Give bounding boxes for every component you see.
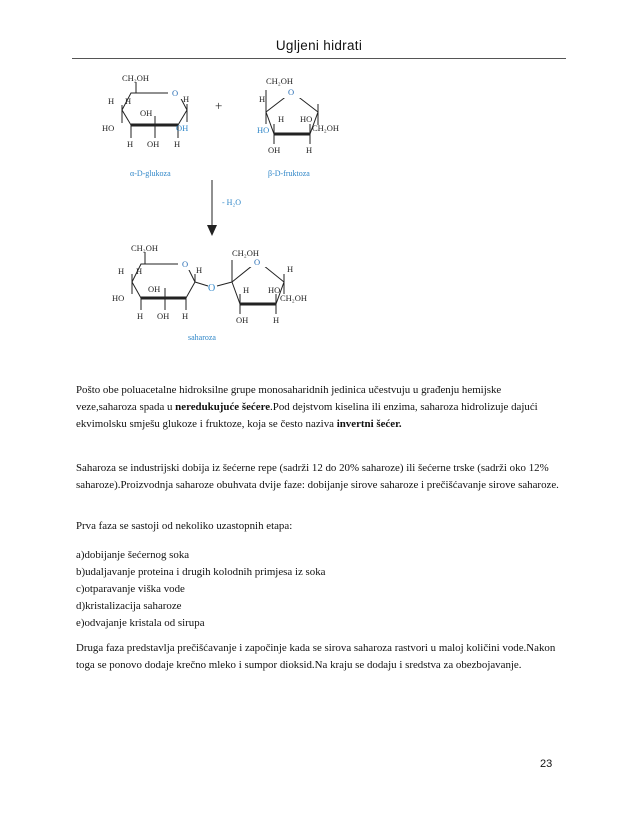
term-nonreducing-sugars: neredukujuće šećere [175,401,271,413]
paragraph-1 [76,382,562,433]
glucose-h-label: H [125,96,132,106]
paragraph-4 [76,640,562,674]
plus-sign: + [215,98,223,113]
header-rule [72,58,566,59]
fructose-h-label: H [259,94,266,104]
glucose-h-label: H [183,94,190,104]
list-item: a)dobijanje šećernog soka [76,549,190,561]
sucrose-name-label: saharoza [188,333,216,342]
sucrose-h-label: H [287,264,294,274]
paragraph-1-text-a: Pošto obe poluacetalne hidroksilne grupe monosaharidnih jedinica učestvuju u građenju hemijske veze,saharoza spada u [76,384,502,413]
glucose-oh-label: OH [140,108,153,118]
list-item: b)udaljavanje proteina i drugih kolodnih primjesa iz soka [76,566,326,578]
fructose-h-label: H [306,145,313,155]
water-loss-label: - H₂O [222,198,242,207]
list-item: e)odvajanje kristala od sirupa [76,617,205,629]
sucrose-fructose-c1-label: CH₂OH [232,248,260,258]
glucose-h-label: H [174,139,181,149]
fructose-oh-label: OH [268,145,281,155]
page-number: 23 [540,758,553,770]
steps-list [76,547,562,632]
sucrose-h-label: H [182,311,189,321]
sucrose-glucose-ring-oxygen: O [182,259,189,269]
sucrose-oh-label: OH [236,315,249,325]
term-invert-sugar: invertni šećer. [336,418,402,430]
paragraph-3-text: Prva faza se sastoji od nekoliko uzastopnih etapa: [76,520,293,532]
fructose-h-label: H [278,114,285,124]
glucose-ho-label: HO [102,123,115,133]
arrow-head [207,225,217,236]
fructose-c1-label: CH₂OH [266,76,294,86]
glucose-h-label: H [108,96,115,106]
fructose-c6-label: CH₂OH [312,123,340,133]
sucrose-h-label: H [196,265,203,275]
sucrose-fructose-ring-oxygen: O [254,257,261,267]
fructose-ho-blue-label: HO [257,125,270,135]
sucrose-oh-label: OH [148,284,161,294]
sucrose-oh-label: OH [157,311,170,321]
paragraph-2-text: Saharoza se industrijski dobija iz šećerne repe (sadrži 12 do 20% saharoze) ili šećerne trske (sadrži oko 12% saharoze).Proizvodnja saharoze obuhvata dvije faze: dobijanje sirove saharoze i prečišćavanje sirove saharoze. [76,462,559,491]
fructose-name-label: β-D-fruktoza [268,169,310,178]
sucrose-glucose-c6-label: CH₂OH [131,243,159,253]
paragraph-2 [76,460,562,494]
glucose-name-label: α-D-glukoza [130,169,171,178]
sucrose-h-label: H [118,266,125,276]
glycosidic-oxygen: O [208,283,216,294]
running-header: Ugljeni hidrati [275,38,363,53]
sucrose-fructose-c6-label: CH₂OH [280,293,308,303]
fructose-ho-label: HO [300,114,313,124]
reaction-diagram [0,60,638,360]
glucose-h-label: H [127,139,134,149]
paragraph-4-text: Druga faza predstavlja prečišćavanje i započinje kada se sirova saharoza rastvori u maloj količini vode.Nakon toga se ponovo dodaje krečno mleko i sumpor dioksid.Na kraju se dodaju i sredstva za obezbojavanje. [76,642,556,671]
sucrose-h-label: H [136,266,143,276]
sucrose-ho-label: HO [268,285,281,295]
sucrose-formation-figure [0,60,638,360]
list-item: c)otparavanje viška vode [76,583,185,595]
fructose-ring-oxygen: O [288,87,295,97]
sucrose-h-label: H [137,311,144,321]
paragraph-1-text-c: .Pod dejstvom kiselina ili enzima, saharoza hidrolizuje dajući ekvimolsku smješu glukoze i fruktoze, koja se često naziva [76,401,538,430]
sucrose-h-label: H [273,315,280,325]
sucrose-h-label: H [243,285,250,295]
glucose-oh-blue-label: OH [176,123,189,133]
glucose-oh-label: OH [147,139,160,149]
paragraph-3 [76,518,562,535]
sucrose-ho-label: HO [112,293,125,303]
list-item: d)kristalizacija saharoze [76,600,182,612]
glucose-c6-label: CH₂OH [122,73,150,83]
glucose-ring-oxygen: O [172,88,179,98]
